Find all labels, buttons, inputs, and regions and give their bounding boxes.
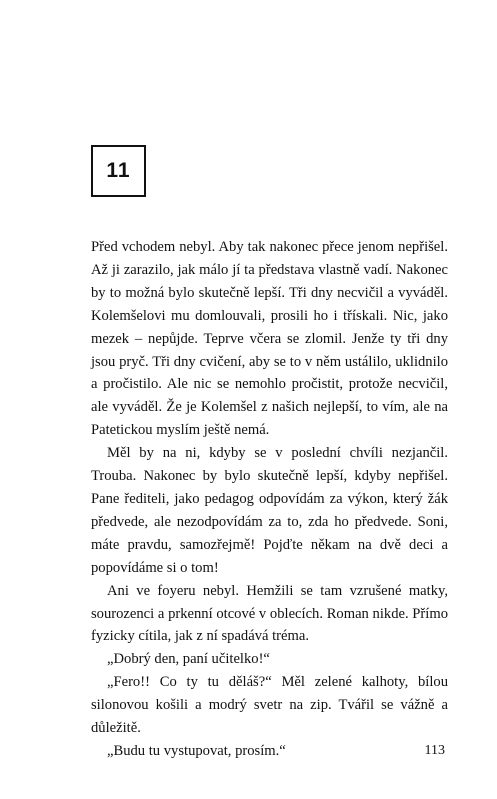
paragraph: Před vchodem nebyl. Aby tak nakonec přece jenom nepřišel. Až ji zarazilo, jak málo jí ta představa vlastně vadí. Nakonec by to možná bylo skutečně lepší. Tři dny necvičil a vyváděl. Kolemšelovi mu domlouvali, prosili ho i třískali. Nic, jako mezek – nepůjde. Teprve včera se zlomil. Jenže ty tři dny jsou pryč. Tři dny cvičení, aby se to v něm ustálilo, uklidnilo a pročistilo. Ale nic se nemohlo pročistit, protože necvičil, ale vyváděl. Že je Kolemšel z našich nejlepší, to vím, ale na Patetickou myslím ještě nemá. (91, 239, 448, 439)
paragraph: „Dobrý den, paní učitelko!“ (107, 651, 270, 668)
paragraph: „Fero!! Co ty tu děláš?“ Měl zelené kalhoty, bílou silonovou košili a modrý svetr na zip. Tvářil se vážně a důležitě. (91, 674, 448, 737)
page-number: 113 (424, 743, 445, 758)
paragraph: Ani ve foyeru nebyl. Hemžili se tam vzrušené matky, sourozenci a prkenní otcové v oblecích. Roman nikde. Přímo fyzicky cítila, jak z ní spadává tréma. (91, 582, 448, 645)
chapter-number-box (91, 145, 146, 197)
body-text (91, 236, 448, 763)
paragraph: „Budu tu vystupovat, prosím.“ (107, 742, 286, 759)
paragraph: Měl by na ni, kdyby se v poslední chvíli nezjančil. Trouba. Nakonec by bylo skutečně lepší, kdyby nepřišel. Pane řediteli, jako pedagog odpovídám za výkon, který žák předvede, ale nezodpovídám za to, zda ho předvede. Soni, máte pravdu, samozřejmě! Pojďte někam na dvě deci a popovídáme si o tom! (91, 445, 448, 576)
chapter-number: 11 (106, 159, 131, 182)
